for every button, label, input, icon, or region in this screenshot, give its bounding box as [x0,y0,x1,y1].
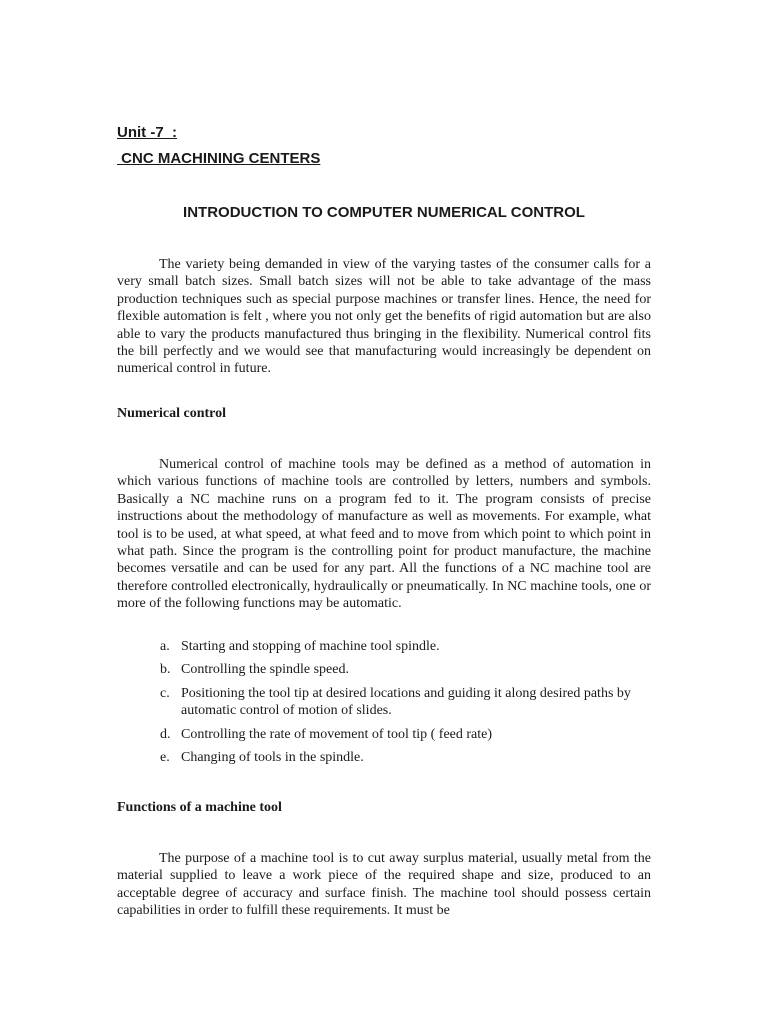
list-marker: c. [160,685,170,701]
list-item [117,726,651,743]
automatic-functions-list [117,638,651,772]
list-item [117,685,651,720]
intro-paragraph: The variety being demanded in view of the varying tastes of the consumer calls for a very small batch sizes. Small batch sizes will not be able to take advantage of the mass production techniques such as special purpose machines or transfer lines. Hence, the need for flexible automation is felt , where you not only get the benefits of rigid automation but are also able to vary the products manufactured thus bringing in the flexibility. Numerical control fits the bill perfectly and we would see that manufacturing would increasingly be dependent on numerical control in future. [117,257,651,377]
machine-tool-functions-paragraph: The purpose of a machine tool is to cut away surplus material, usually metal from the material supplied to leave a work piece of the required shape and size, produced to an acceptable degree of accuracy and surface finish. The machine tool should possess certain capabilities in order to fulfill these requirements. It must be [117,851,651,919]
list-item-text: Positioning the tool tip at desired locations and guiding it along desired paths by automatic control of motion of slides. [181,685,631,719]
machine-tool-functions-heading: Functions of a machine tool [117,800,282,815]
unit-label: Unit -7 : [117,124,177,141]
chapter-title: CNC MACHINING CENTERS [117,150,321,167]
list-marker: b. [160,662,171,678]
numerical-control-heading: Numerical control [117,406,226,421]
list-item-text: Starting and stopping of machine tool spindle. [181,639,440,654]
list-marker: d. [160,726,171,742]
list-item-text: Controlling the spindle speed. [181,662,349,678]
numerical-control-paragraph: Numerical control of machine tools may be defined as a method of automation in which various functions of machine tools are controlled by letters, numbers and symbols. Basically a NC machine runs on a program fed to it. The program consists of precise instructions about the methodology of manufacture as well as movements. For example, what tool is to be used, at what speed, at what feed and to move from which point to which point in what path. Since the program is the controlling point for product manufacture, the machine becomes versatile and can be used for any part. All the functions of a NC machine tool are therefore controlled electronically, hydraulically or pneumatically. In NC machine tools, one or more of the following functions may be automatic. [117,457,651,612]
section-title: INTRODUCTION TO COMPUTER NUMERICAL CONTROL [183,204,585,221]
list-marker: a. [160,639,170,654]
list-item-text: Controlling the rate of movement of tool tip ( feed rate) [181,726,493,742]
list-item [117,661,651,678]
list-item [117,749,651,766]
list-marker: e. [160,750,170,766]
list-item [117,638,651,655]
list-item-text: Changing of tools in the spindle. [181,750,364,766]
